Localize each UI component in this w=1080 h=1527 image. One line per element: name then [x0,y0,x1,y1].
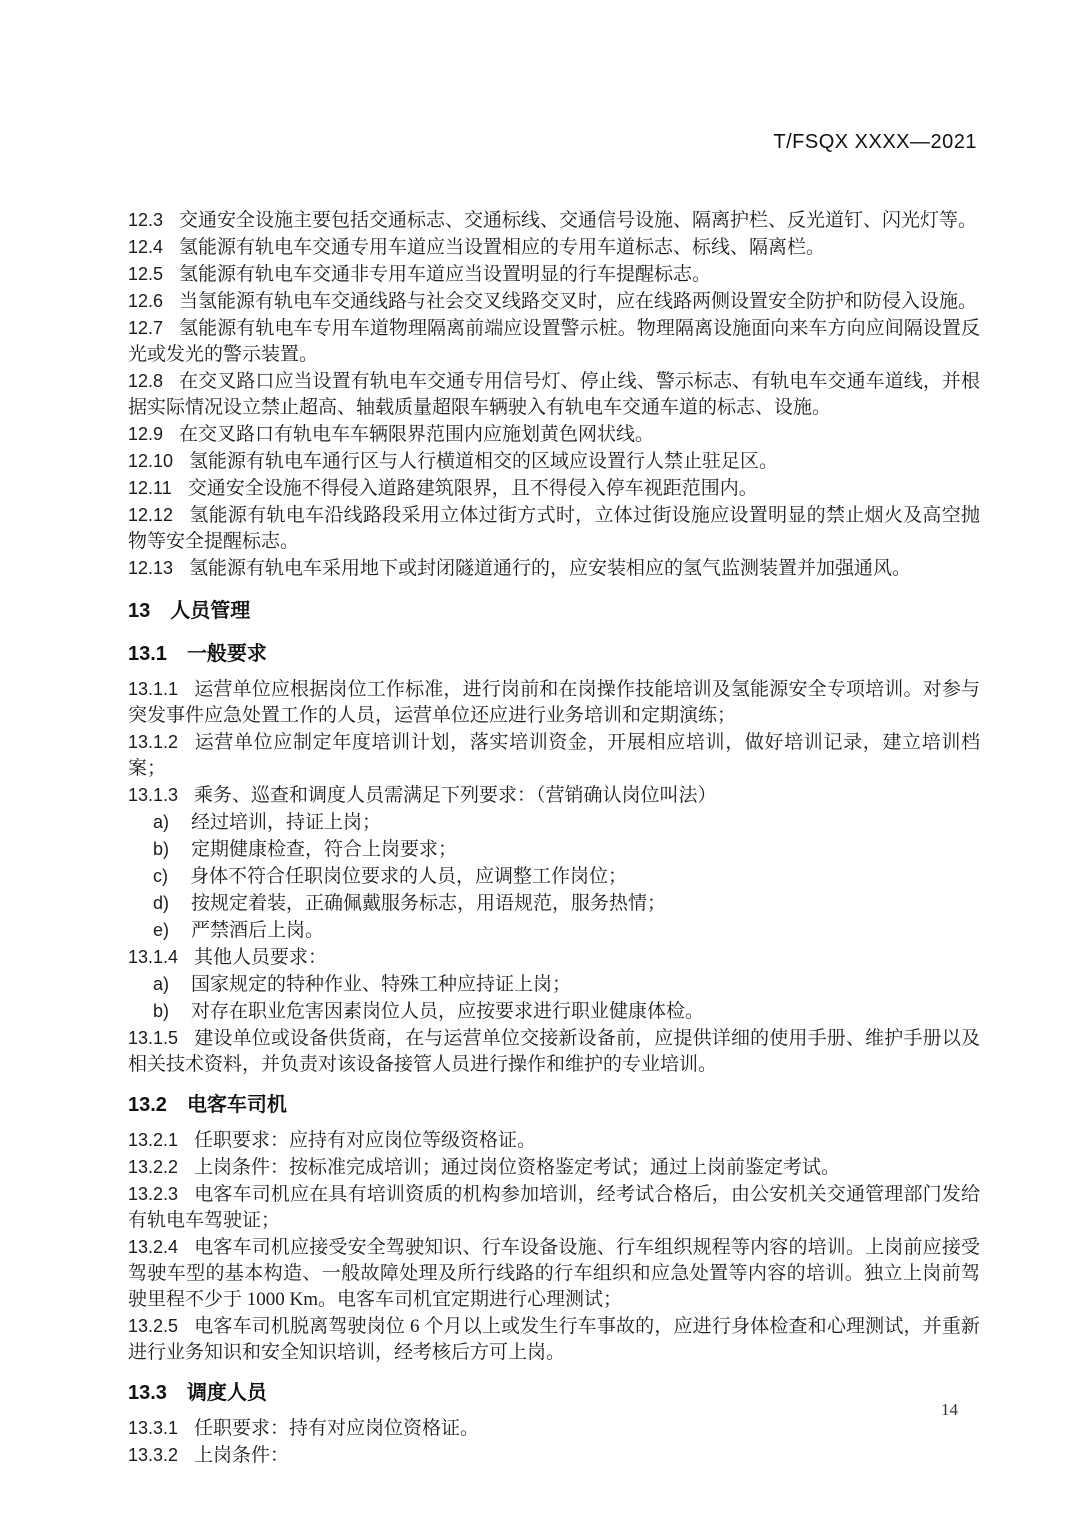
clause-text: 电客车司机应在具有培训资质的机构参加培训，经考试合格后，由公安机关交通管理部门发给有轨电车驾驶证； [128,1184,980,1231]
clause-13-1-2 [128,729,980,782]
clause-12-10 [128,448,980,475]
list-item-d [128,890,980,917]
clause-text: 电客车司机脱离驾驶岗位 6 个月以上或发生行车事故的，应进行身体检查和心理测试，并重新进行业务知识和安全知识培训，经考核后方可上岗。 [128,1316,980,1363]
page-number: 14 [941,1400,958,1419]
clause-number: 13.2.4 [128,1237,179,1257]
clause-13-2-3 [128,1181,980,1234]
clause-number: 12.6 [128,291,164,311]
list-text: 国家规定的特种作业、特殊工种应持证上岗； [191,974,572,995]
list-text: 严禁酒后上岗。 [191,920,325,941]
clause-13-2-5 [128,1313,980,1366]
clause-text: 交通安全设施主要包括交通标志、交通标线、交通信号设施、隔离护栏、反光道钉、闪光灯等。 [179,210,978,231]
clause-number: 12.10 [128,451,174,471]
clause-12-4 [128,234,980,261]
section-heading-13 [128,598,980,625]
list-text: 经过培训，持证上岗； [191,812,382,833]
clause-text: 氢能源有轨电车专用车道物理隔离前端应设置警示桩。物理隔离设施面向来车方向应间隔设置反光或发光的警示装置。 [128,318,980,365]
heading-number: 13.3 [128,1382,167,1404]
clause-12-6 [128,288,980,315]
clause-text: 运营单位应根据岗位工作标准，进行岗前和在岗操作技能培训及氢能源安全专项培训。对参与突发事件应急处置工作的人员，运营单位还应进行业务培训和定期演练； [128,679,980,726]
section-heading-13-1 [128,641,980,668]
doc-code-header: T/FSQX XXXX—2021 [773,131,977,153]
clause-13-1-4 [128,944,980,971]
clause-text: 在交叉路口有轨电车车辆限界范围内应施划黄色网状线。 [179,424,655,445]
clause-number: 13.1.4 [128,947,179,967]
clause-13-1-3 [128,782,980,809]
clause-number: 13.2.3 [128,1184,179,1204]
clause-12-8 [128,368,980,421]
clause-13-2-2 [128,1154,980,1181]
clause-number: 12.8 [128,371,164,391]
clause-13-1-1 [128,676,980,729]
clause-text: 上岗条件： [194,1445,290,1466]
clause-13-2-4 [128,1234,980,1313]
clause-13-3-1 [128,1415,980,1442]
clause-12-12 [128,502,980,555]
clause-12-13 [128,555,980,582]
clause-number: 13.1.2 [128,732,179,752]
clause-number: 12.3 [128,210,164,230]
list-letter: d) [153,893,170,913]
section-heading-13-2 [128,1092,980,1119]
clause-12-9 [128,421,980,448]
clause-number: 12.11 [128,478,172,498]
clause-number: 13.1.5 [128,1028,179,1048]
clause-text: 交通安全设施不得侵入道路建筑限界，且不得侵入停车视距范围内。 [187,478,758,499]
clause-number: 12.7 [128,318,164,338]
clause-text: 电客车司机应接受安全驾驶知识、行车设备设施、行车组织规程等内容的培训。上岗前应接受驾驶车型的基本构造、一般故障处理及所行线路的行车组织和应急处置等内容的培训。独立上岗前驾驶里程不少于 1000 Km。电客车司机宜定期进行心理测试； [128,1237,980,1310]
clause-number: 12.5 [128,264,164,284]
list-text: 身体不符合任职岗位要求的人员，应调整工作岗位； [190,866,628,887]
clause-12-5 [128,261,980,288]
heading-number: 13.1 [128,643,167,665]
clause-13-2-1 [128,1127,980,1154]
clause-text: 运营单位应制定年度培训计划，落实培训资金，开展相应培训，做好培训记录，建立培训档案； [128,732,980,779]
clause-text: 氢能源有轨电车通行区与人行横道相交的区域应设置行人禁止驻足区。 [189,451,779,472]
clause-number: 12.4 [128,237,164,257]
list-item-a [128,809,980,836]
list-item-b [128,998,980,1025]
document-body [128,207,980,1469]
list-item-e [128,917,980,944]
clause-number: 13.3.2 [128,1445,179,1465]
heading-title: 调度人员 [186,1382,267,1404]
clause-number: 13.2.5 [128,1316,179,1336]
list-letter: c) [153,866,168,886]
clause-text: 其他人员要求： [194,947,328,968]
clause-number: 13.3.1 [128,1418,179,1438]
clause-text: 上岗条件：按标准完成培训；通过岗位资格鉴定考试；通过上岗前鉴定考试。 [194,1157,841,1178]
list-item-a [128,971,980,998]
clause-number: 13.2.1 [128,1130,179,1150]
clause-13-1-5 [128,1025,980,1078]
clause-number: 12.13 [128,558,174,578]
clause-12-7 [128,315,980,368]
heading-title: 电客车司机 [186,1094,287,1116]
clause-text: 在交叉路口应当设置有轨电车交通专用信号灯、停止线、警示标志、有轨电车交通车道线，并根据实际情况设立禁止超高、轴载质量超限车辆驶入有轨电车交通车道的标志、设施。 [128,371,980,418]
heading-title: 一般要求 [186,643,267,665]
clause-text: 建设单位或设备供货商，在与运营单位交接新设备前，应提供详细的使用手册、维护手册以及相关技术资料，并负责对该设备接管人员进行操作和维护的专业培训。 [128,1028,980,1075]
heading-number: 13 [128,600,151,622]
clause-text: 当氢能源有轨电车交通线路与社会交叉线路交叉时，应在线路两侧设置安全防护和防侵入设施。 [179,291,978,312]
heading-number: 13.2 [128,1094,167,1116]
list-letter: a) [153,974,170,994]
list-letter: b) [153,839,170,859]
list-item-c [128,863,980,890]
clause-number: 12.9 [128,424,164,444]
clause-text: 氢能源有轨电车交通专用车道应当设置相应的专用车道标志、标线、隔离栏。 [179,237,826,258]
list-letter: e) [153,920,170,940]
clause-12-11 [128,475,980,502]
list-letter: b) [153,1001,170,1021]
clause-number: 13.1.3 [128,785,179,805]
clause-text: 任职要求：应持有对应岗位等级资格证。 [194,1130,537,1151]
clause-13-3-2 [128,1442,980,1469]
list-text: 对存在职业危害因素岗位人员，应按要求进行职业健康体检。 [191,1001,705,1022]
list-text: 按规定着装，正确佩戴服务标志，用语规范，服务热情； [191,893,667,914]
section-heading-13-3 [128,1380,980,1407]
list-text: 定期健康检查，符合上岗要求； [191,839,458,860]
list-letter: a) [153,812,170,832]
clause-number: 13.1.1 [128,679,179,699]
clause-text: 氢能源有轨电车采用地下或封闭隧道通行的，应安装相应的氢气监测装置并加强通风。 [189,558,912,579]
clause-number: 12.12 [128,505,174,525]
clause-text: 任职要求：持有对应岗位资格证。 [194,1418,480,1439]
clause-text: 氢能源有轨电车交通非专用车道应当设置明显的行车提醒标志。 [179,264,712,285]
clause-text: 氢能源有轨电车沿线路段采用立体过街方式时，立体过街设施应设置明显的禁止烟火及高空抛物等安全提醒标志。 [128,505,980,552]
clause-number: 13.2.2 [128,1157,179,1177]
clause-text: 乘务、巡查和调度人员需满足下列要求：（营销确认岗位叫法） [194,785,717,806]
clause-12-3 [128,207,980,234]
list-item-b [128,836,980,863]
heading-title: 人员管理 [170,600,251,622]
